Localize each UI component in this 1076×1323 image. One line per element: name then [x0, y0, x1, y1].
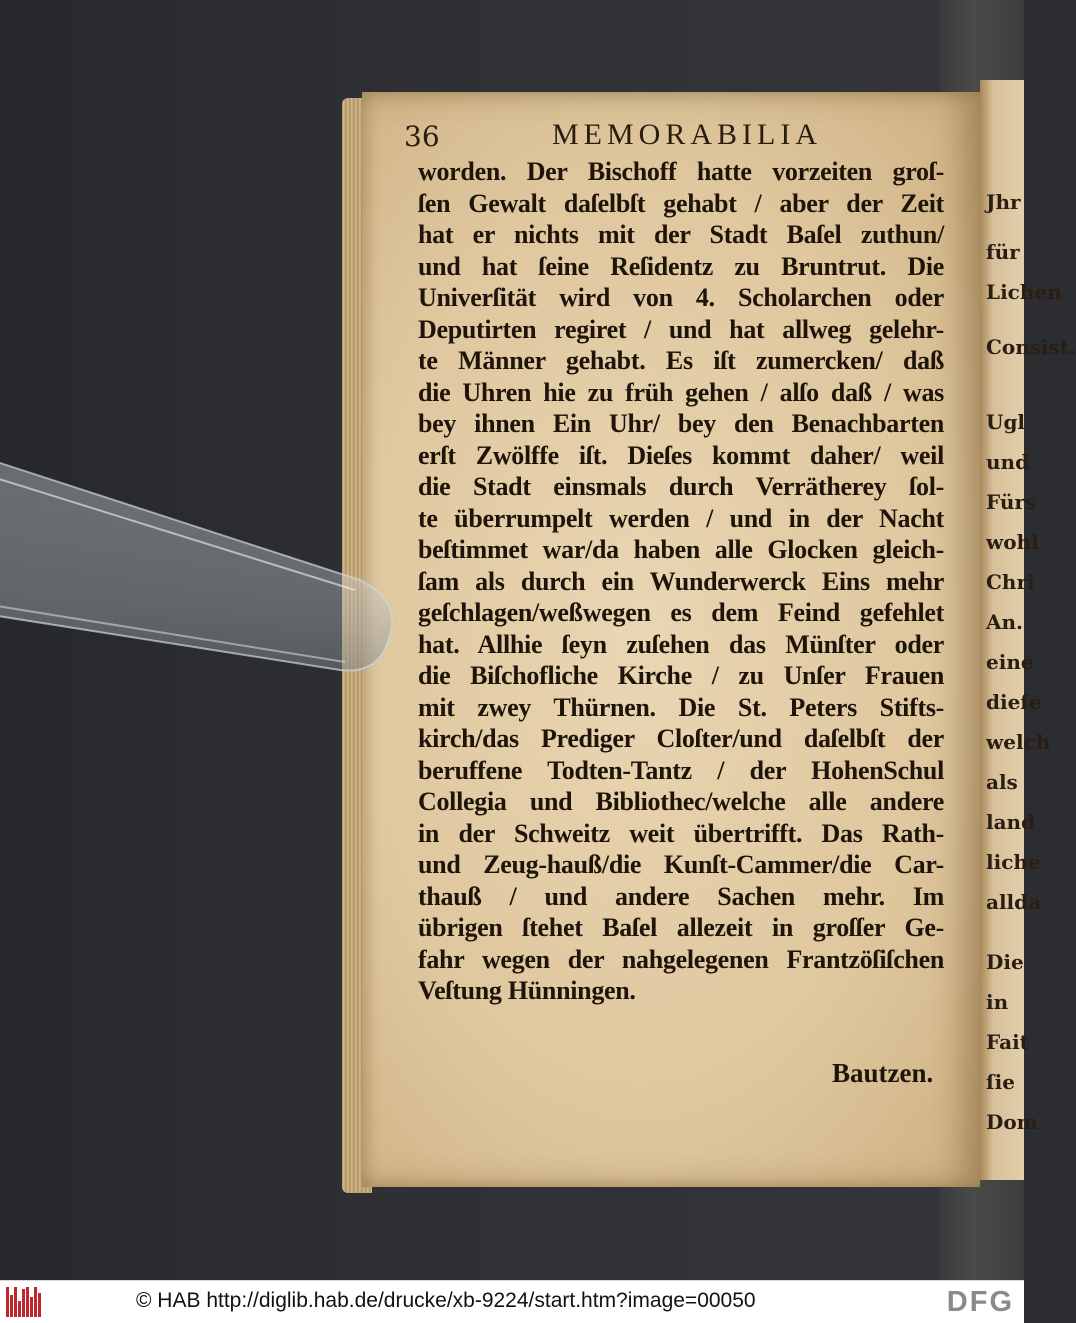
text-line: und Zeug-hauß/die Kunſt-Cammer/die Car-: [418, 850, 944, 879]
text-line: beruffene Todten-Tantz / der HohenSchul: [418, 755, 944, 785]
text-line: te überrumpelt werden / und in der Nacht: [418, 503, 944, 533]
text-line: worden. Der Bischoff hatte vorzeiten groſ-: [418, 157, 944, 186]
page-number: 36: [404, 120, 440, 153]
facing-page-fragment: wohl: [986, 530, 1039, 554]
facing-page-fragment: An.: [986, 610, 1024, 634]
facing-page-fragment: als: [986, 770, 1018, 794]
facing-page-fragment: land: [986, 810, 1036, 834]
text-line: beſtimmet war/da haben alle Glocken gleich-: [418, 535, 944, 564]
text-line: erſt Zwölffe iſt. Dieſes kommt daher/ weil: [418, 440, 944, 470]
text-line: geſchlagen/weßwegen es dem Feind gefehlet: [418, 598, 944, 627]
facing-page-fragment: Fait: [986, 1030, 1029, 1054]
facing-page-fragment: Die: [986, 950, 1024, 974]
facing-page-fragment: Fürs: [986, 490, 1037, 514]
text-line: bey ihnen Ein Uhr/ bey den Benachbarten: [418, 409, 944, 438]
text-line: thauß / und andere Sachen mehr. Im: [418, 881, 944, 911]
text-line: ſen Gewalt daſelbſt gehabt / aber der Zeit: [418, 188, 944, 218]
text-line: in der Schweitz weit übertrifft. Das Rath-: [418, 818, 944, 848]
facing-page-fragment: ſie: [986, 1070, 1015, 1094]
hab-logo-bar: [38, 1293, 41, 1317]
hab-logo-bar: [18, 1301, 21, 1317]
facing-page: [980, 80, 1076, 1180]
text-line: mit zwey Thürnen. Die St. Peters Stifts-: [418, 692, 944, 722]
catchword: Bautzen.: [832, 1058, 934, 1088]
running-head: MEMORABILIA: [552, 118, 822, 151]
facing-page-fragment: Lichen: [986, 280, 1062, 304]
text-line: kirch/das Prediger Cloſter/und daſelbſt der: [418, 724, 944, 753]
facing-page-fragment: dieſe: [986, 690, 1042, 714]
page-header: [404, 118, 944, 154]
text-line: Veſtung Hünningen.: [418, 976, 636, 1005]
hab-barcode-logo-icon: [6, 1287, 42, 1317]
copyright-link[interactable]: © HAB http://diglib.hab.de/drucke/xb-9224/start.htm?image=00050: [136, 1289, 756, 1312]
hab-logo-bar: [10, 1295, 13, 1317]
text-line: te Männer gehabt. Es iſt zumercken/ daß: [418, 346, 944, 375]
text-line: übrigen ſtehet Baſel allezeit in groſſer Ge-: [418, 913, 944, 942]
hab-logo-bar: [34, 1287, 37, 1317]
text-line: Univerſität wird von 4. Scholarchen oder: [418, 283, 944, 312]
facing-page-fragment: Dom: [986, 1110, 1038, 1134]
hab-logo-bar: [30, 1297, 33, 1317]
facing-page-fragment: Ugl: [986, 410, 1026, 434]
hab-logo-bar: [22, 1289, 25, 1317]
text-line: hat er nichts mit der Stadt Baſel zuthun/: [418, 220, 944, 249]
facing-page-fragment: in: [986, 990, 1009, 1014]
text-line: hat. Allhie ſeyn zuſehen das Münſter oder: [418, 629, 944, 659]
hab-logo-bar: [14, 1287, 17, 1317]
footer-bar: [0, 1280, 1024, 1323]
dfg-logo: DFG: [946, 1286, 1014, 1318]
facing-page-fragment: Chri: [986, 570, 1035, 594]
facing-page-fragment: Jhr: [986, 190, 1021, 214]
text-line: Deputirten regiret / und hat allweg gelehr-: [418, 314, 944, 344]
text-line: Collegia und Bibliothec/welche alle andere: [418, 787, 944, 816]
text-line: die Stadt einsmals durch Verrätherey ſol-: [418, 472, 944, 501]
text-line: die Biſchofliche Kirche / zu Unſer Frauen: [418, 661, 944, 690]
facing-page-fragment: Consist.: [986, 335, 1076, 359]
text-line: ſam als durch ein Wunderwerck Eins mehr: [418, 566, 944, 596]
hab-logo-bar: [26, 1287, 29, 1317]
facing-page-fragment: liche: [986, 850, 1041, 874]
facing-page-fragment: welch: [986, 730, 1051, 754]
text-line: fahr wegen der nahgelegenen Frantzöſiſchen: [418, 944, 944, 974]
facing-page-fragment: für: [986, 240, 1020, 264]
text-line: die Uhren hie zu früh gehen / alſo daß / was: [418, 377, 944, 407]
page-text: [418, 156, 944, 1007]
facing-page-fragment: und: [986, 450, 1030, 474]
hab-logo-bar: [6, 1287, 9, 1317]
facing-page-fragment: allda: [986, 890, 1042, 914]
facing-page-fragment: eine: [986, 650, 1034, 674]
text-line: und hat ſeine Reſidentz zu Bruntrut. Die: [418, 251, 944, 281]
